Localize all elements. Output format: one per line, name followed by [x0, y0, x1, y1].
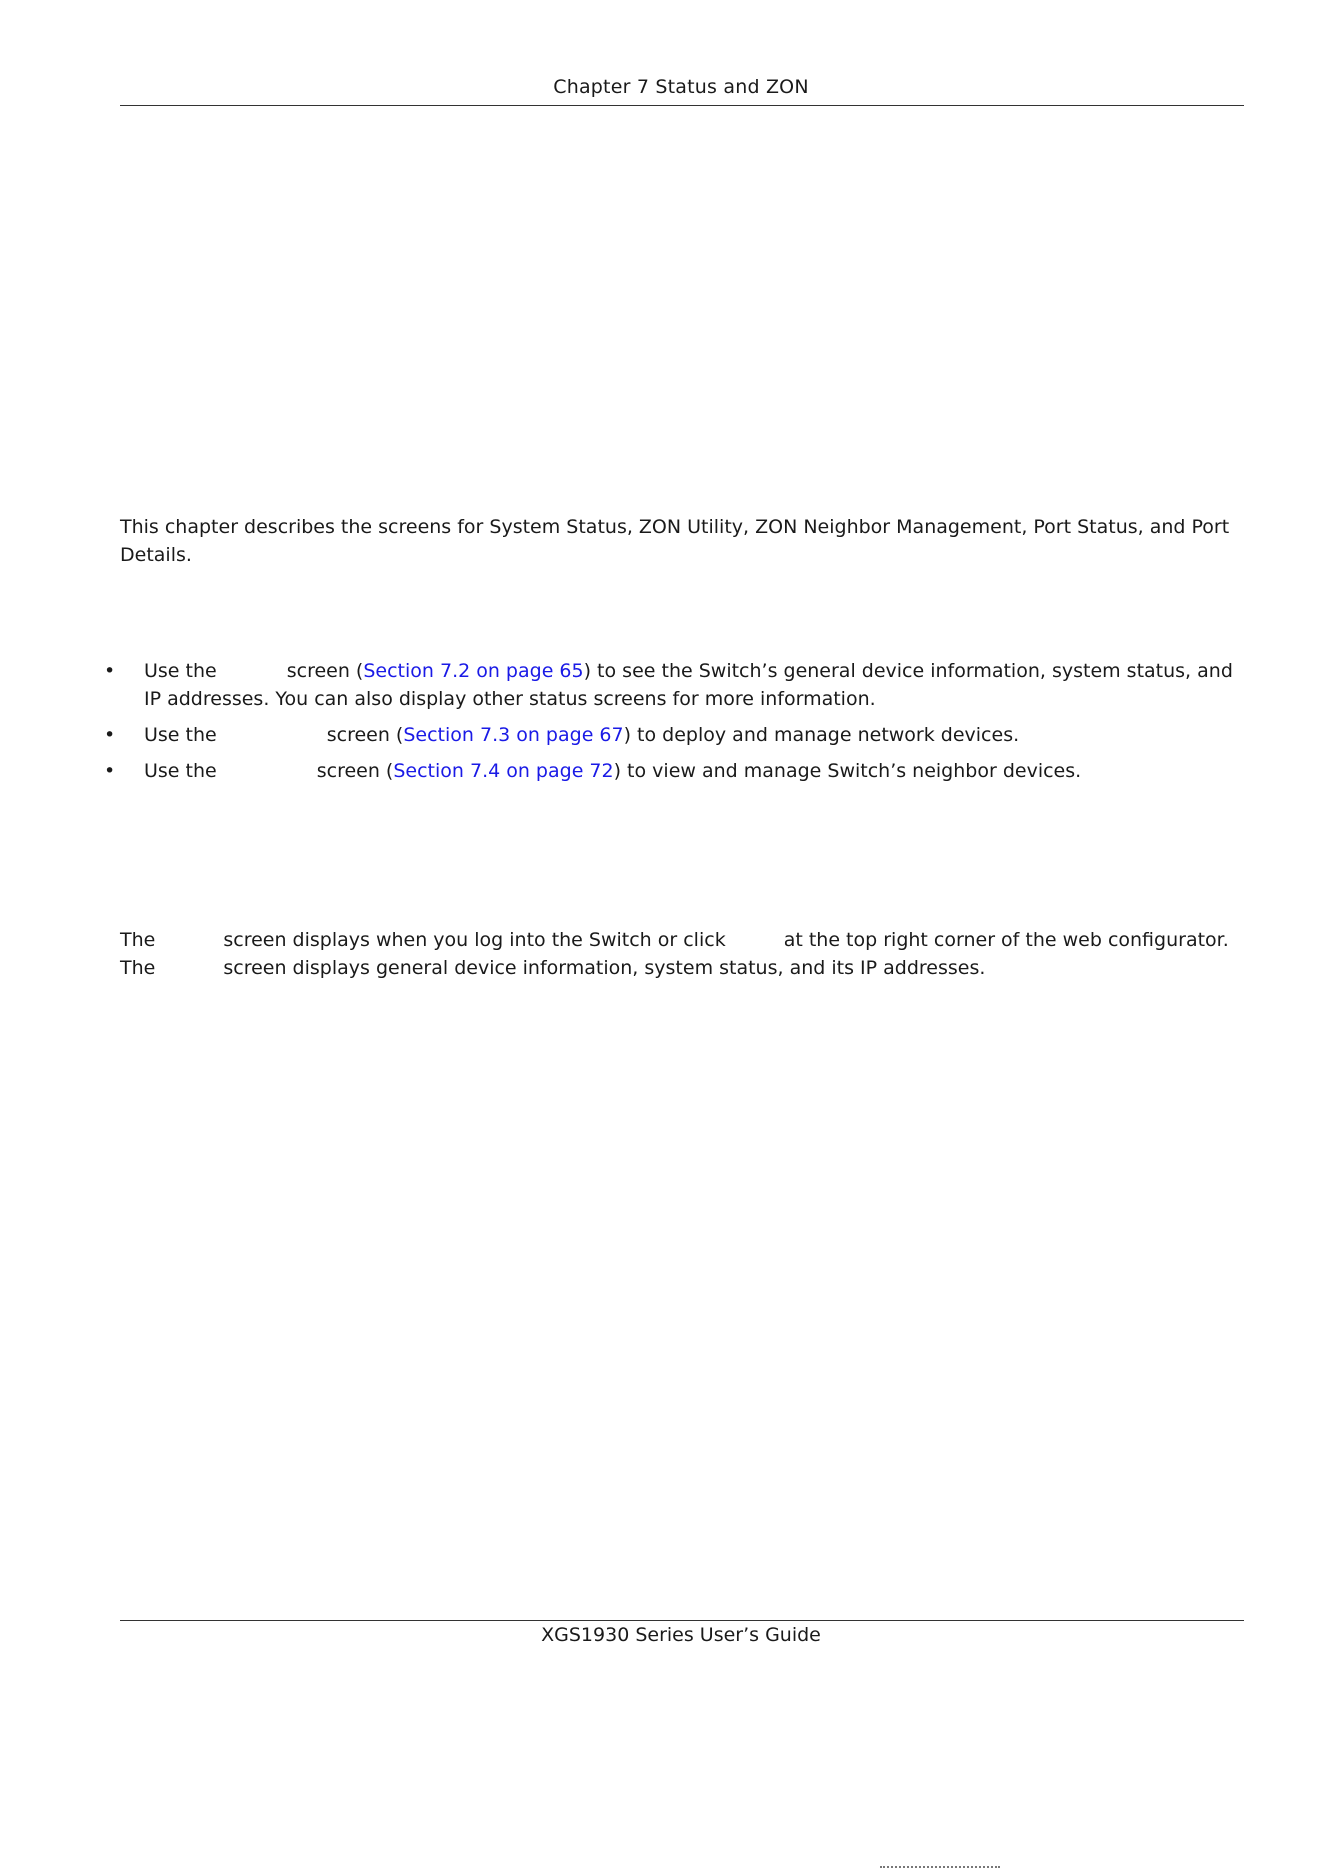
- status-paragraph: [120, 926, 1246, 982]
- bullet-suffix: ) to view and manage Switch’s neighbor devices.: [613, 760, 1082, 782]
- bullet-suffix: ) to see the Switch’s general device information, system status, and IP addresses. You can also display other status screens for more information.: [144, 660, 1233, 710]
- overview-bullet-list: [104, 657, 1246, 793]
- scan-edge-marks: [880, 1866, 1000, 1870]
- bullet-prefix: Use the: [144, 660, 217, 682]
- page-footer-title: XGS1930 Series User’s Guide: [541, 1624, 821, 1646]
- footer-rule: [120, 1620, 1244, 1621]
- bullet-suffix: ) to deploy and manage network devices.: [623, 724, 1020, 746]
- header-rule: [120, 105, 1244, 106]
- list-item: [104, 757, 1246, 785]
- list-item: [104, 721, 1246, 749]
- intro-paragraph: This chapter describes the screens for System Status, ZON Utility, ZON Neighbor Management, Port Status, and Port Details.: [120, 516, 1230, 566]
- status-line-2: The screen displays general device information, system status, and its IP addresses.: [120, 957, 986, 979]
- section-link-7-2[interactable]: Section 7.2 on page 65: [363, 660, 584, 682]
- section-link-7-4[interactable]: Section 7.4 on page 72: [393, 760, 614, 782]
- page-header-title: Chapter 7 Status and ZON: [553, 76, 809, 98]
- bullet-prefix: Use the: [144, 760, 217, 782]
- status-line-1: The screen displays when you log into the Switch or click at the top right corner of the web configurator.: [120, 929, 1229, 951]
- bullet-prefix: Use the: [144, 724, 217, 746]
- bullet-middle: screen (: [326, 724, 404, 746]
- list-item: [104, 657, 1246, 713]
- bullet-middle: screen (: [286, 660, 364, 682]
- section-link-7-3[interactable]: Section 7.3 on page 67: [403, 724, 624, 746]
- bullet-middle: screen (: [316, 760, 394, 782]
